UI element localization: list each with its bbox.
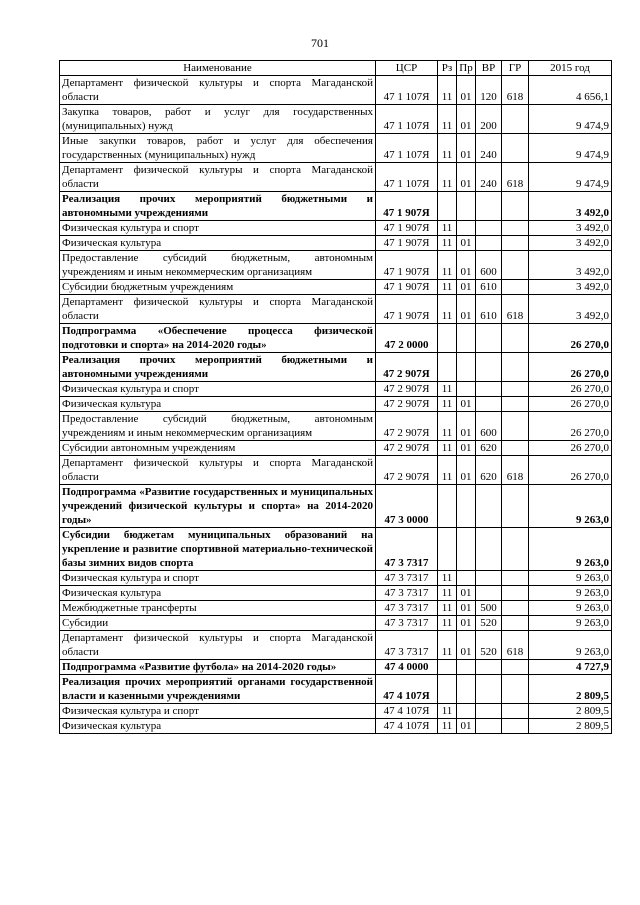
cell-amount: 26 270,0 <box>529 397 612 412</box>
cell-amount: 4 656,1 <box>529 76 612 105</box>
cell-csr: 47 2 907Я <box>376 441 438 456</box>
cell-csr: 47 1 907Я <box>376 295 438 324</box>
cell-vr: 600 <box>476 412 502 441</box>
cell-amount: 4 727,9 <box>529 660 612 675</box>
cell-rz <box>438 528 457 571</box>
cell-gr <box>502 719 529 734</box>
header-csr: ЦСР <box>376 61 438 76</box>
cell-amount: 9 474,9 <box>529 134 612 163</box>
cell-rz: 11 <box>438 412 457 441</box>
table-row <box>60 675 612 704</box>
cell-amount: 9 263,0 <box>529 528 612 571</box>
cell-amount: 26 270,0 <box>529 324 612 353</box>
cell-csr: 47 1 907Я <box>376 236 438 251</box>
cell-gr <box>502 412 529 441</box>
cell-amount: 3 492,0 <box>529 192 612 221</box>
cell-gr <box>502 221 529 236</box>
cell-vr <box>476 675 502 704</box>
header-gr: ГР <box>502 61 529 76</box>
cell-gr <box>502 236 529 251</box>
cell-vr: 520 <box>476 631 502 660</box>
cell-pr <box>457 704 476 719</box>
table-row <box>60 616 612 631</box>
cell-pr: 01 <box>457 631 476 660</box>
cell-csr: 47 1 907Я <box>376 221 438 236</box>
header-rz: Рз <box>438 61 457 76</box>
cell-pr: 01 <box>457 134 476 163</box>
page-number: 701 <box>311 36 329 50</box>
cell-gr <box>502 324 529 353</box>
cell-amount: 3 492,0 <box>529 280 612 295</box>
cell-name: Департамент физической культуры и спорта Магаданской области <box>60 456 376 485</box>
cell-csr: 47 2 907Я <box>376 397 438 412</box>
table-row <box>60 134 612 163</box>
cell-name: Предоставление субсидий бюджетным, автономным учреждениям и иным некоммерческим организациям <box>60 251 376 280</box>
cell-rz <box>438 675 457 704</box>
cell-csr: 47 3 7317 <box>376 571 438 586</box>
table-row <box>60 280 612 295</box>
cell-csr: 47 2 0000 <box>376 324 438 353</box>
table-row <box>60 382 612 397</box>
cell-rz: 11 <box>438 631 457 660</box>
cell-gr <box>502 192 529 221</box>
cell-csr: 47 1 107Я <box>376 163 438 192</box>
cell-pr: 01 <box>457 280 476 295</box>
cell-name: Физическая культура и спорт <box>60 704 376 719</box>
cell-amount: 26 270,0 <box>529 382 612 397</box>
cell-vr <box>476 324 502 353</box>
table-row <box>60 456 612 485</box>
table-row <box>60 251 612 280</box>
cell-rz: 11 <box>438 236 457 251</box>
cell-name: Предоставление субсидий бюджетным, автономным учреждениям и иным некоммерческим организациям <box>60 412 376 441</box>
table-row <box>60 485 612 528</box>
table-row <box>60 236 612 251</box>
cell-amount: 9 263,0 <box>529 586 612 601</box>
cell-rz <box>438 192 457 221</box>
table-body <box>60 76 612 734</box>
cell-name: Департамент физической культуры и спорта Магаданской области <box>60 631 376 660</box>
cell-csr: 47 4 107Я <box>376 675 438 704</box>
cell-rz <box>438 660 457 675</box>
cell-pr: 01 <box>457 586 476 601</box>
table-row <box>60 631 612 660</box>
cell-csr: 47 3 7317 <box>376 601 438 616</box>
cell-vr: 500 <box>476 601 502 616</box>
cell-amount: 9 263,0 <box>529 616 612 631</box>
cell-csr: 47 3 7317 <box>376 586 438 601</box>
cell-amount: 26 270,0 <box>529 441 612 456</box>
cell-gr <box>502 382 529 397</box>
cell-rz <box>438 324 457 353</box>
cell-name: Реализация прочих мероприятий бюджетными и автономными учреждениями <box>60 192 376 221</box>
cell-pr: 01 <box>457 601 476 616</box>
cell-vr <box>476 485 502 528</box>
cell-pr: 01 <box>457 236 476 251</box>
cell-csr: 47 3 7317 <box>376 616 438 631</box>
cell-pr: 01 <box>457 76 476 105</box>
cell-amount: 9 474,9 <box>529 163 612 192</box>
cell-pr: 01 <box>457 295 476 324</box>
cell-vr: 120 <box>476 76 502 105</box>
cell-pr <box>457 192 476 221</box>
cell-name: Иные закупки товаров, работ и услуг для обеспечения государственных (муниципальных) нужд <box>60 134 376 163</box>
cell-vr <box>476 236 502 251</box>
cell-pr: 01 <box>457 456 476 485</box>
cell-vr <box>476 382 502 397</box>
table-row <box>60 412 612 441</box>
cell-amount: 9 263,0 <box>529 571 612 586</box>
table-row <box>60 704 612 719</box>
cell-rz: 11 <box>438 601 457 616</box>
cell-amount: 3 492,0 <box>529 295 612 324</box>
cell-gr <box>502 660 529 675</box>
cell-rz: 11 <box>438 105 457 134</box>
cell-amount: 2 809,5 <box>529 704 612 719</box>
cell-name: Закупка товаров, работ и услуг для государственных (муниципальных) нужд <box>60 105 376 134</box>
cell-csr: 47 4 107Я <box>376 704 438 719</box>
cell-csr: 47 1 107Я <box>376 105 438 134</box>
cell-rz: 11 <box>438 382 457 397</box>
cell-name: Реализация прочих мероприятий органами государственной власти и казенными учреждениями <box>60 675 376 704</box>
table-row <box>60 76 612 105</box>
header-pr: Пр <box>457 61 476 76</box>
cell-csr: 47 4 0000 <box>376 660 438 675</box>
cell-gr: 618 <box>502 456 529 485</box>
cell-csr: 47 1 907Я <box>376 251 438 280</box>
cell-rz: 11 <box>438 397 457 412</box>
cell-vr <box>476 586 502 601</box>
cell-csr: 47 3 7317 <box>376 528 438 571</box>
cell-rz: 11 <box>438 719 457 734</box>
table-row <box>60 660 612 675</box>
cell-vr: 610 <box>476 295 502 324</box>
cell-name: Субсидии бюджетным учреждениям <box>60 280 376 295</box>
cell-pr: 01 <box>457 412 476 441</box>
table-row <box>60 221 612 236</box>
cell-rz: 11 <box>438 280 457 295</box>
cell-pr <box>457 382 476 397</box>
cell-name: Подпрограмма «Развитие государственных и муниципальных учреждений физической культуры и спорта» на 2014-2020 годы» <box>60 485 376 528</box>
cell-vr <box>476 353 502 382</box>
cell-csr: 47 3 7317 <box>376 631 438 660</box>
cell-amount: 26 270,0 <box>529 412 612 441</box>
cell-amount: 9 474,9 <box>529 105 612 134</box>
table-row <box>60 719 612 734</box>
cell-pr <box>457 221 476 236</box>
cell-rz <box>438 353 457 382</box>
cell-vr <box>476 528 502 571</box>
cell-gr <box>502 704 529 719</box>
cell-pr: 01 <box>457 251 476 280</box>
cell-vr <box>476 221 502 236</box>
cell-pr <box>457 324 476 353</box>
cell-csr: 47 2 907Я <box>376 353 438 382</box>
table-row <box>60 586 612 601</box>
cell-csr: 47 3 0000 <box>376 485 438 528</box>
cell-pr <box>457 675 476 704</box>
cell-vr: 620 <box>476 441 502 456</box>
cell-rz: 11 <box>438 616 457 631</box>
table-row <box>60 295 612 324</box>
cell-rz: 11 <box>438 441 457 456</box>
cell-gr: 618 <box>502 295 529 324</box>
header-vr: ВР <box>476 61 502 76</box>
cell-name: Подпрограмма «Обеспечение процесса физической подготовки и спорта» на 2014-2020 годы» <box>60 324 376 353</box>
cell-csr: 47 2 907Я <box>376 412 438 441</box>
cell-amount: 3 492,0 <box>529 221 612 236</box>
cell-pr: 01 <box>457 441 476 456</box>
cell-name: Субсидии <box>60 616 376 631</box>
cell-gr: 618 <box>502 163 529 192</box>
cell-name: Межбюджетные трансферты <box>60 601 376 616</box>
table-row <box>60 192 612 221</box>
cell-name: Физическая культура <box>60 236 376 251</box>
cell-amount: 9 263,0 <box>529 631 612 660</box>
cell-csr: 47 1 107Я <box>376 76 438 105</box>
cell-name: Реализация прочих мероприятий бюджетными и автономными учреждениями <box>60 353 376 382</box>
cell-name: Физическая культура и спорт <box>60 382 376 397</box>
cell-gr <box>502 134 529 163</box>
cell-csr: 47 2 907Я <box>376 456 438 485</box>
cell-name: Департамент физической культуры и спорта Магаданской области <box>60 76 376 105</box>
cell-vr: 200 <box>476 105 502 134</box>
cell-gr <box>502 280 529 295</box>
cell-rz: 11 <box>438 134 457 163</box>
cell-amount: 2 809,5 <box>529 675 612 704</box>
cell-rz: 11 <box>438 456 457 485</box>
cell-rz: 11 <box>438 163 457 192</box>
cell-rz: 11 <box>438 76 457 105</box>
cell-pr <box>457 571 476 586</box>
cell-pr <box>457 353 476 382</box>
header-name: Наименование <box>60 61 376 76</box>
cell-rz: 11 <box>438 221 457 236</box>
cell-pr: 01 <box>457 163 476 192</box>
cell-name: Физическая культура и спорт <box>60 571 376 586</box>
cell-vr <box>476 660 502 675</box>
cell-pr <box>457 485 476 528</box>
cell-rz: 11 <box>438 704 457 719</box>
cell-pr: 01 <box>457 105 476 134</box>
cell-pr: 01 <box>457 616 476 631</box>
cell-gr: 618 <box>502 76 529 105</box>
cell-name: Физическая культура и спорт <box>60 221 376 236</box>
cell-amount: 26 270,0 <box>529 456 612 485</box>
cell-pr: 01 <box>457 719 476 734</box>
cell-gr <box>502 105 529 134</box>
cell-gr: 618 <box>502 631 529 660</box>
cell-amount: 3 492,0 <box>529 236 612 251</box>
cell-rz: 11 <box>438 586 457 601</box>
table-row <box>60 441 612 456</box>
cell-gr <box>502 528 529 571</box>
header-amount: 2015 год <box>529 61 612 76</box>
cell-vr: 620 <box>476 456 502 485</box>
cell-pr: 01 <box>457 397 476 412</box>
cell-rz <box>438 485 457 528</box>
table-row <box>60 397 612 412</box>
table-row <box>60 571 612 586</box>
cell-gr <box>502 675 529 704</box>
cell-gr <box>502 601 529 616</box>
cell-name: Физическая культура <box>60 397 376 412</box>
cell-gr <box>502 586 529 601</box>
cell-vr: 240 <box>476 134 502 163</box>
cell-csr: 47 2 907Я <box>376 382 438 397</box>
cell-name: Департамент физической культуры и спорта Магаданской области <box>60 295 376 324</box>
table-header-row <box>60 61 612 76</box>
cell-gr <box>502 571 529 586</box>
cell-rz: 11 <box>438 251 457 280</box>
table-row <box>60 601 612 616</box>
cell-csr: 47 1 907Я <box>376 280 438 295</box>
cell-amount: 3 492,0 <box>529 251 612 280</box>
cell-name: Субсидии автономным учреждениям <box>60 441 376 456</box>
cell-name: Физическая культура <box>60 586 376 601</box>
cell-vr <box>476 719 502 734</box>
budget-table <box>59 60 612 734</box>
cell-vr <box>476 192 502 221</box>
cell-vr: 600 <box>476 251 502 280</box>
cell-vr <box>476 704 502 719</box>
cell-amount: 9 263,0 <box>529 485 612 528</box>
table-row <box>60 324 612 353</box>
cell-vr <box>476 397 502 412</box>
cell-rz: 11 <box>438 295 457 324</box>
cell-vr: 520 <box>476 616 502 631</box>
cell-name: Подпрограмма «Развитие футбола» на 2014-2020 годы» <box>60 660 376 675</box>
cell-pr <box>457 660 476 675</box>
cell-csr: 47 1 107Я <box>376 134 438 163</box>
cell-gr <box>502 353 529 382</box>
cell-amount: 9 263,0 <box>529 601 612 616</box>
cell-vr: 610 <box>476 280 502 295</box>
cell-gr <box>502 397 529 412</box>
cell-name: Физическая культура <box>60 719 376 734</box>
cell-amount: 2 809,5 <box>529 719 612 734</box>
cell-gr <box>502 616 529 631</box>
cell-pr <box>457 528 476 571</box>
cell-amount: 26 270,0 <box>529 353 612 382</box>
cell-vr: 240 <box>476 163 502 192</box>
cell-name: Субсидии бюджетам муниципальных образований на укрепление и развитие спортивной материально-технической базы зимних видов спорта <box>60 528 376 571</box>
cell-gr <box>502 251 529 280</box>
cell-rz: 11 <box>438 571 457 586</box>
cell-name: Департамент физической культуры и спорта Магаданской области <box>60 163 376 192</box>
table-row <box>60 105 612 134</box>
cell-vr <box>476 571 502 586</box>
cell-gr <box>502 441 529 456</box>
cell-csr: 47 1 907Я <box>376 192 438 221</box>
table-row <box>60 528 612 571</box>
cell-csr: 47 4 107Я <box>376 719 438 734</box>
table-row <box>60 163 612 192</box>
cell-gr <box>502 485 529 528</box>
table-row <box>60 353 612 382</box>
